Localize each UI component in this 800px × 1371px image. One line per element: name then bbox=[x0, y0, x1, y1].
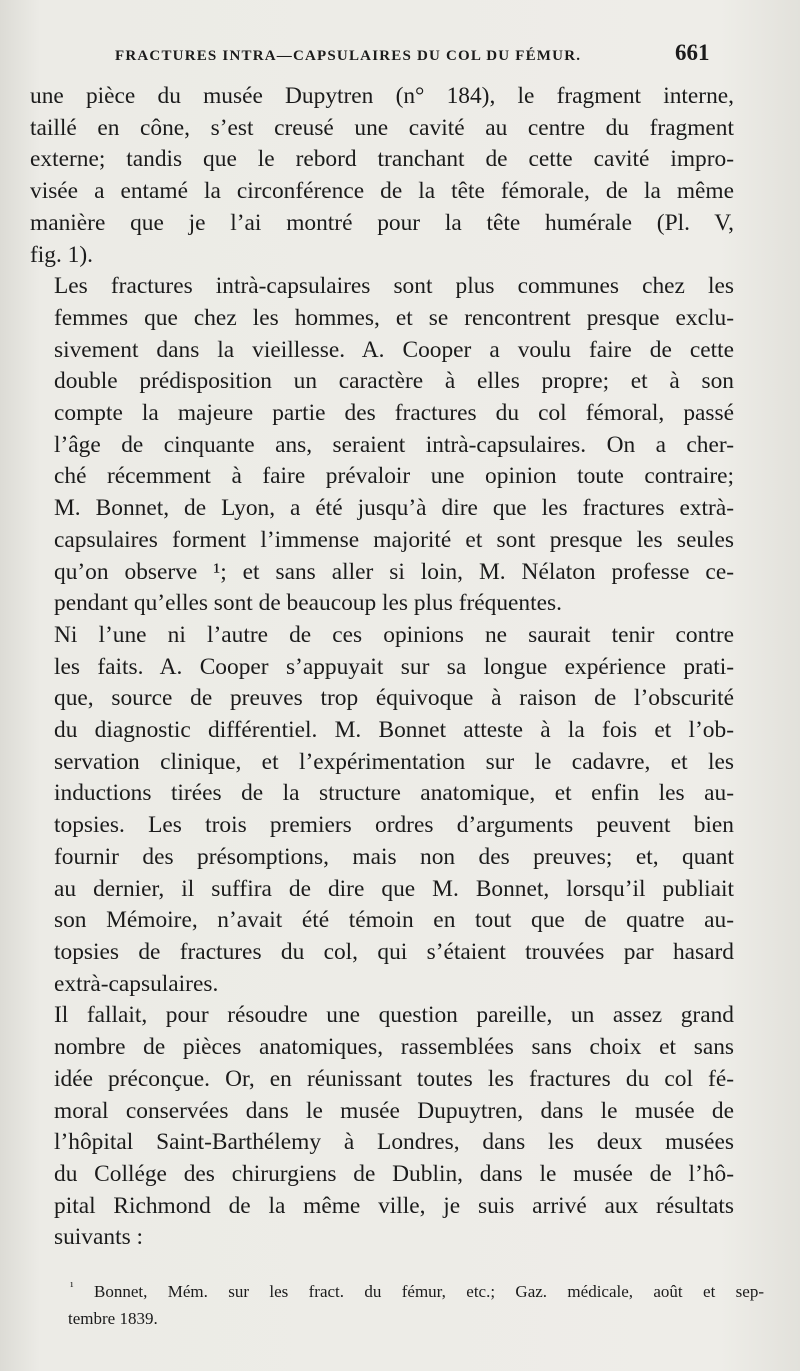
text-line: son Mémoire, n’avait été témoin en tout que de quatre au- bbox=[54, 907, 734, 934]
text-line: du diagnostic différentiel. M. Bonnet atteste à la fois et l’ob- bbox=[54, 717, 734, 744]
footnotes bbox=[52, 1278, 764, 1332]
text-line: manière que je l’ai montré pour la tête humérale (Pl. V, bbox=[30, 209, 734, 236]
footnote-line: tembre 1839. bbox=[68, 1309, 158, 1328]
footnote-marker: ¹ bbox=[70, 1279, 74, 1294]
paragraph-3 bbox=[30, 620, 734, 1000]
text-line: l’hôpital Saint-Barthélemy à Londres, dans les deux musées bbox=[54, 1129, 734, 1156]
text-line: ché récemment à faire prévaloir une opinion toute contraire; bbox=[54, 463, 734, 490]
text-line: extrà-capsulaires. bbox=[54, 970, 219, 997]
text-line: sivement dans la vieillesse. A. Cooper a voulu faire de cette bbox=[54, 336, 734, 363]
text-line: topsies. Les trois premiers ordres d’arguments peuvent bien bbox=[54, 812, 734, 839]
text-line: qu’on observe ¹; et sans aller si loin, M. Nélaton professe ce- bbox=[54, 558, 734, 585]
text-line: externe; tandis que le rebord tranchant de cette cavité impro- bbox=[30, 146, 734, 173]
text-line: femmes que chez les hommes, et se rencontrent presque exclu- bbox=[54, 304, 734, 331]
text-line: nombre de pièces anatomiques, rassemblées sans choix et sans bbox=[54, 1034, 734, 1061]
text-line: pital Richmond de la même ville, je suis arrivé aux résultats bbox=[54, 1192, 734, 1219]
text-line: visée a entamé la circonférence de la tête fémorale, de la même bbox=[30, 178, 734, 205]
text-line: une pièce du musée Dupytren (n° 184), le fragment interne, bbox=[30, 83, 734, 109]
text-line: moral conservées dans le musée Dupuytren, dans le musée de bbox=[54, 1097, 734, 1124]
text-line: au dernier, il suffira de dire que M. Bonnet, lorsqu’il publiait bbox=[54, 875, 734, 902]
page-header bbox=[0, 40, 800, 70]
page-number: 661 bbox=[675, 40, 710, 65]
text-line: les faits. A. Cooper s’appuyait sur sa longue expérience prati- bbox=[54, 653, 734, 680]
text-line: l’âge de cinquante ans, seraient intrà-capsulaires. On a cher- bbox=[54, 431, 734, 458]
text-line: Les fractures intrà-capsulaires sont plus communes chez les bbox=[54, 273, 734, 300]
paragraph-1 bbox=[30, 81, 734, 271]
text-line: idée préconçue. Or, en réunissant toutes les fractures du col fé- bbox=[54, 1065, 734, 1092]
text-line: inductions tirées de la structure anatomique, et enfin les au- bbox=[54, 780, 734, 807]
text-line: M. Bonnet, de Lyon, a été jusqu’à dire que les fractures extrà- bbox=[54, 495, 734, 522]
text-line: Il fallait, pour résoudre une question pareille, un assez grand bbox=[54, 1002, 734, 1029]
paragraph-2 bbox=[30, 271, 734, 620]
body-text bbox=[30, 81, 734, 1254]
text-line: Ni l’une ni l’autre de ces opinions ne saurait tenir contre bbox=[54, 621, 734, 648]
text-line: topsies de fractures du col, qui s’étaient trouvées par hasard bbox=[54, 938, 734, 965]
footnote-line bbox=[52, 1278, 764, 1305]
text-line: compte la majeure partie des fractures du col fémoral, passé bbox=[54, 400, 734, 427]
footnote-text: Bonnet, Mém. sur les fract. du fémur, etc.; Gaz. médicale, août et sep- bbox=[93, 1282, 764, 1301]
text-line: que, source de preuves trop équivoque à raison de l’obscurité bbox=[54, 685, 734, 712]
text-line: taillé en cône, s’est creusé une cavité au centre du fragment bbox=[30, 114, 734, 141]
running-head: FRACTURES INTRA—CAPSULAIRES DU COL DU FÉMUR. bbox=[115, 48, 582, 64]
text-line: pendant qu’elles sont de beaucoup les plus fréquentes. bbox=[54, 590, 562, 617]
text-line: suivants : bbox=[54, 1224, 144, 1251]
paragraph-4 bbox=[30, 1000, 734, 1254]
text-line: servation clinique, et l’expérimentation sur le cadavre, et les bbox=[54, 748, 734, 775]
text-line: fournir des présomptions, mais non des preuves; et, quant bbox=[54, 843, 734, 870]
text-line: du Collége des chirurgiens de Dublin, dans le musée de l’hô- bbox=[54, 1160, 734, 1187]
text-line: double prédisposition un caractère à elles propre; et à son bbox=[54, 368, 734, 395]
text-line: capsulaires forment l’immense majorité et sont presque les seules bbox=[54, 526, 734, 553]
text-line: fig. 1). bbox=[30, 241, 94, 268]
